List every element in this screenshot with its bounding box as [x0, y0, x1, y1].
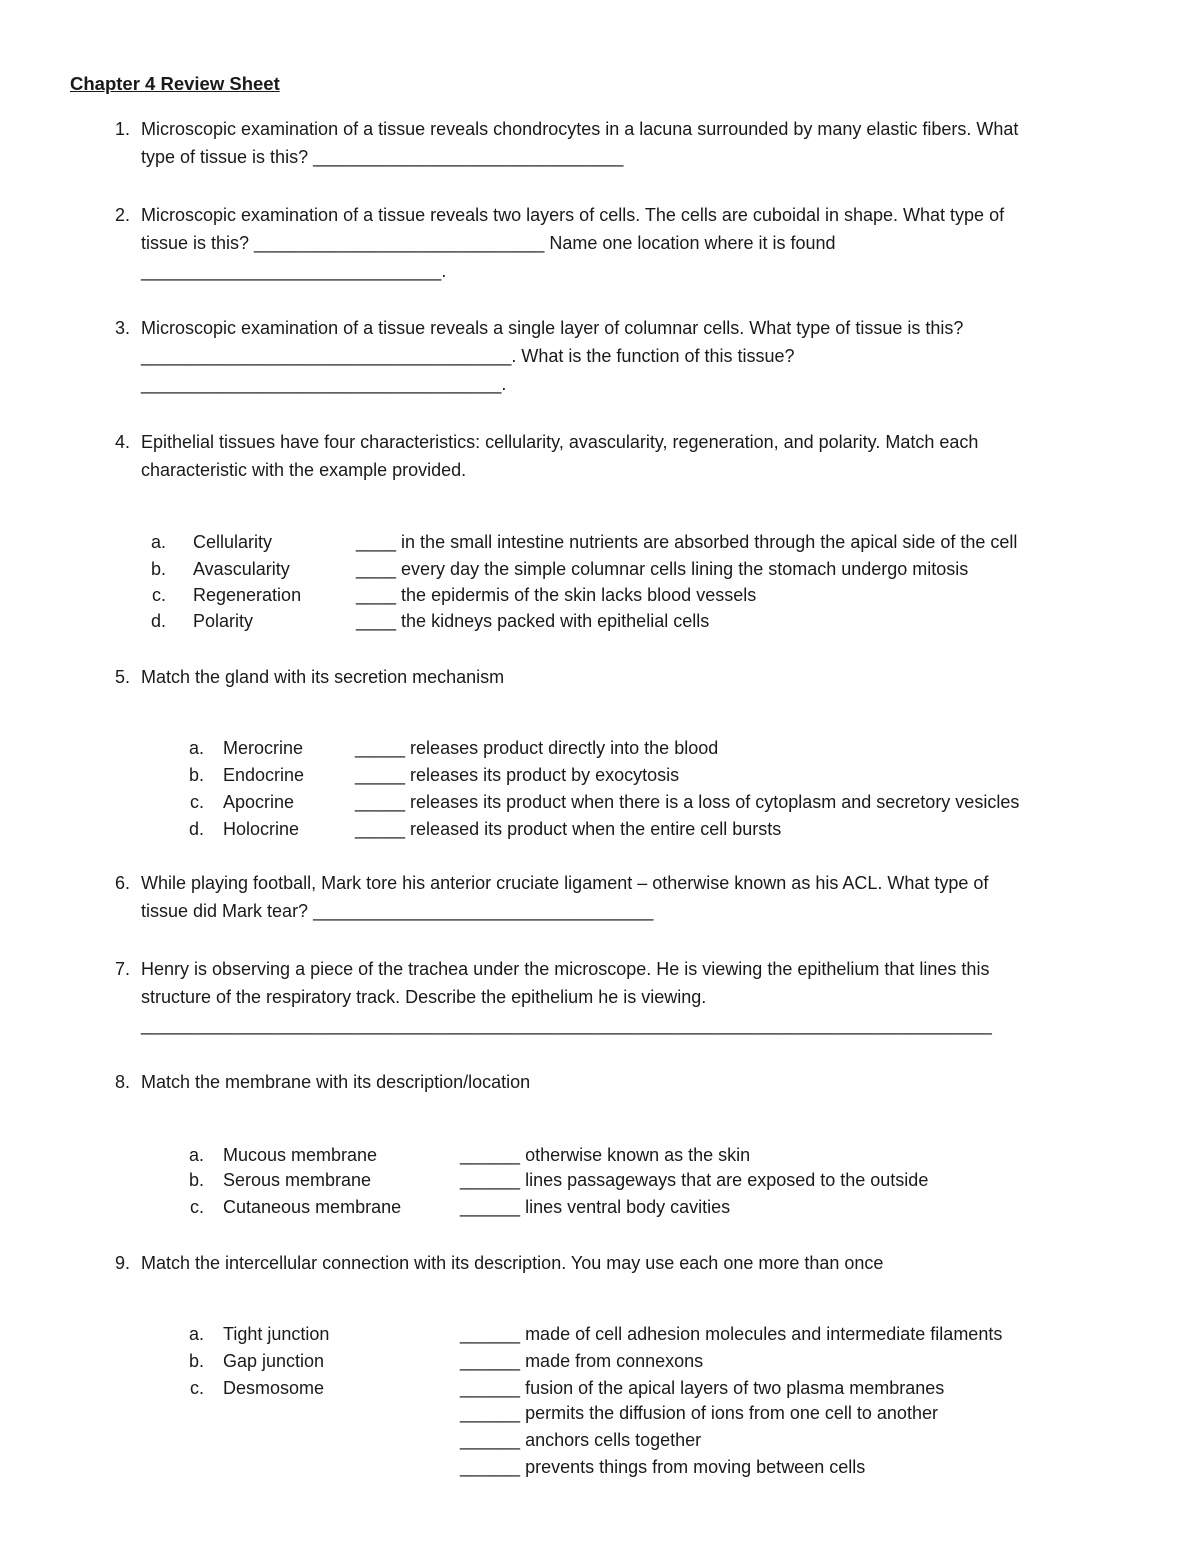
question-number: 4. [114, 432, 130, 452]
item-letter: c. [189, 1197, 204, 1217]
question-line: type of tissue is this? _______________________________ [141, 147, 624, 167]
question-text [141, 314, 1126, 398]
item-term: Apocrine [223, 792, 295, 812]
item-term: Merocrine [223, 738, 304, 758]
item-description: ______ otherwise known as the skin [460, 1145, 751, 1165]
question-number: 9. [114, 1253, 130, 1273]
matching-row [0, 789, 1200, 816]
item-letter: b. [188, 765, 204, 785]
item-term: Regeneration [193, 585, 302, 605]
question-line: Match the gland with its secretion mechanism [141, 667, 505, 687]
item-term: Endocrine [223, 765, 305, 785]
item-description: ____ the kidneys packed with epithelial cells [356, 611, 710, 631]
matching-row [0, 582, 1200, 609]
item-term: Gap junction [223, 1351, 325, 1371]
question-line: _____________________________________. What is the function of this tissue? [141, 346, 795, 366]
matching-row [0, 608, 1200, 635]
item-letter: c. [151, 585, 166, 605]
item-term: Avascularity [193, 559, 290, 579]
item-description: ______ made from connexons [460, 1351, 704, 1371]
matching-row [0, 1167, 1200, 1194]
matching-row [0, 1348, 1200, 1375]
item-description: ____ every day the simple columnar cells lining the stomach undergo mitosis [356, 559, 969, 579]
item-letter: d. [150, 611, 166, 631]
matching-row [0, 816, 1200, 843]
page-title: Chapter 4 Review Sheet [70, 73, 280, 94]
item-letter: a. [188, 1324, 204, 1344]
matching-row [0, 1400, 1200, 1427]
question-line: ______________________________. [141, 261, 447, 281]
item-description: ______ made of cell adhesion molecules and intermediate filaments [460, 1324, 1003, 1344]
question-line: Epithelial tissues have four characteristics: cellularity, avascularity, regeneration, and polarity. Match each [141, 432, 979, 452]
matching-row [0, 556, 1200, 583]
item-description: ____ in the small intestine nutrients are absorbed through the apical side of the cell [356, 532, 1018, 552]
question-number: 3. [114, 318, 130, 338]
question-number: 5. [114, 667, 130, 687]
question-text [141, 1068, 1126, 1096]
item-letter: c. [189, 1378, 204, 1398]
item-term: Mucous membrane [223, 1145, 378, 1165]
question-line: Henry is observing a piece of the trachea under the microscope. He is viewing the epithelium that lines this [141, 959, 990, 979]
question-line: tissue did Mark tear? __________________________________ [141, 901, 654, 921]
matching-row [0, 529, 1200, 556]
question-text [141, 1249, 1126, 1277]
item-description: ______ lines passageways that are exposed to the outside [460, 1170, 929, 1190]
question-line: structure of the respiratory track. Describe the epithelium he is viewing. [141, 987, 707, 1007]
item-description: _____ released its product when the entire cell bursts [355, 819, 782, 839]
question-line: Microscopic examination of a tissue reveals two layers of cells. The cells are cuboidal in shape. What type of [141, 205, 1005, 225]
item-letter: c. [189, 792, 204, 812]
question-line: Match the membrane with its description/location [141, 1072, 531, 1092]
item-letter: a. [188, 1145, 204, 1165]
question-number: 6. [114, 873, 130, 893]
question-number: 7. [114, 959, 130, 979]
question-text [141, 428, 1126, 484]
item-description: ______ prevents things from moving between cells [460, 1457, 866, 1477]
question-line: _____________________________________________________________________________________ [141, 1015, 992, 1035]
question-line: Match the intercellular connection with its description. You may use each one more than once [141, 1253, 884, 1273]
matching-row [0, 1142, 1200, 1169]
question-number: 2. [114, 205, 130, 225]
matching-row [0, 1375, 1200, 1402]
item-term: Cutaneous membrane [223, 1197, 402, 1217]
question-line: tissue is this? _____________________________ Name one location where it is found [141, 233, 836, 253]
question-text [141, 869, 1126, 925]
question-line: While playing football, Mark tore his anterior cruciate ligament – otherwise known as his ACL. What type of [141, 873, 989, 893]
matching-row [0, 762, 1200, 789]
item-letter: a. [150, 532, 166, 552]
item-term: Tight junction [223, 1324, 330, 1344]
item-description: ____ the epidermis of the skin lacks blood vessels [356, 585, 757, 605]
matching-row [0, 1321, 1200, 1348]
question-number: 8. [114, 1072, 130, 1092]
item-term: Serous membrane [223, 1170, 372, 1190]
question-text [141, 115, 1126, 171]
item-description: ______ lines ventral body cavities [460, 1197, 731, 1217]
matching-row [0, 735, 1200, 762]
question-line: Microscopic examination of a tissue reveals chondrocytes in a lacuna surrounded by many elastic fibers. What [141, 119, 1019, 139]
item-description: ______ permits the diffusion of ions from one cell to another [460, 1403, 938, 1423]
item-letter: b. [188, 1351, 204, 1371]
item-letter: b. [188, 1170, 204, 1190]
matching-row [0, 1454, 1200, 1481]
question-text [141, 955, 1126, 1039]
item-letter: a. [188, 738, 204, 758]
item-term: Polarity [193, 611, 254, 631]
question-line: Microscopic examination of a tissue reveals a single layer of columnar cells. What type of tissue is this? [141, 318, 964, 338]
item-description: ______ fusion of the apical layers of two plasma membranes [460, 1378, 945, 1398]
question-text [141, 663, 1126, 691]
question-text [141, 201, 1126, 285]
item-letter: b. [150, 559, 166, 579]
question-line: ____________________________________. [141, 374, 507, 394]
matching-row [0, 1427, 1200, 1454]
item-description: _____ releases its product by exocytosis [355, 765, 680, 785]
item-description: _____ releases product directly into the blood [355, 738, 719, 758]
question-number: 1. [114, 119, 130, 139]
matching-row [0, 1194, 1200, 1221]
item-term: Holocrine [223, 819, 300, 839]
item-description: ______ anchors cells together [460, 1430, 702, 1450]
item-description: _____ releases its product when there is a loss of cytoplasm and secretory vesicles [355, 792, 1020, 812]
item-term: Cellularity [193, 532, 273, 552]
item-letter: d. [188, 819, 204, 839]
item-term: Desmosome [223, 1378, 325, 1398]
question-line: characteristic with the example provided. [141, 460, 467, 480]
